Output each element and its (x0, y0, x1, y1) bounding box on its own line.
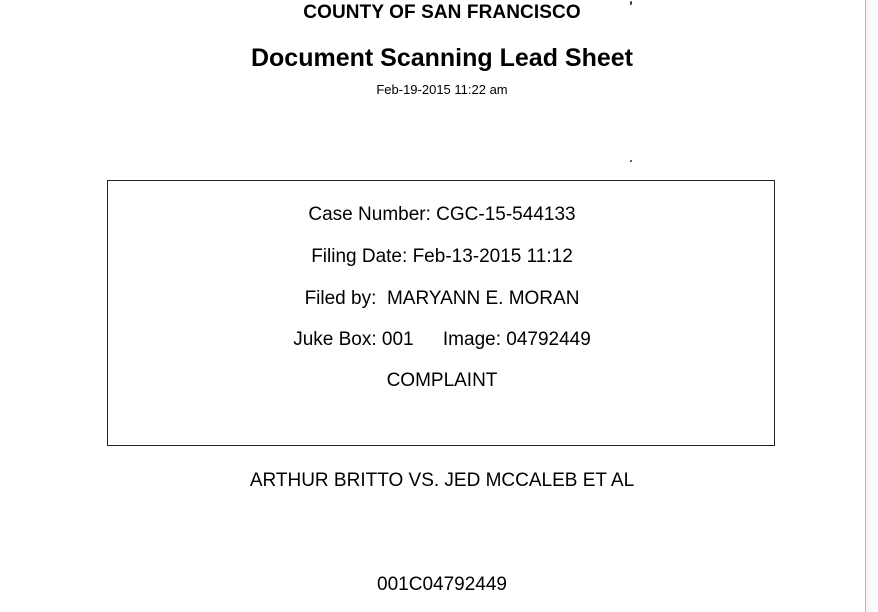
filed-by-label: Filed by: (304, 288, 377, 309)
case-info-box (107, 180, 775, 446)
filing-date-row (108, 246, 776, 268)
printed-datetime: Feb-19-2015 11:22 am (376, 82, 508, 97)
case-number-label: Case Number: (308, 204, 431, 225)
filing-date-label: Filing Date: (311, 246, 408, 267)
juke-box-value: 001 (381, 329, 414, 350)
filed-by-row (108, 288, 776, 310)
filing-date-value: Feb-13-2015 11:12 (412, 246, 573, 267)
scan-speck (630, 160, 632, 162)
county-heading: COUNTY OF SAN FRANCISCO (303, 2, 581, 23)
case-parties: ARTHUR BRITTO VS. JED MCCALEB ET AL (249, 470, 635, 491)
document-title: Document Scanning Lead Sheet (250, 44, 633, 72)
case-number-value: CGC-15-544133 (436, 204, 576, 225)
filed-by-value: MARYANN E. MORAN (386, 288, 580, 309)
juke-box-label: Juke Box: (293, 329, 377, 350)
image-value: 04792449 (506, 329, 591, 350)
document-type: COMPLAINT (386, 370, 498, 391)
document-id: 001C04792449 (377, 574, 507, 595)
case-number-row (108, 204, 776, 226)
juke-box-image-row (108, 329, 776, 351)
image-label: Image: (442, 329, 501, 350)
